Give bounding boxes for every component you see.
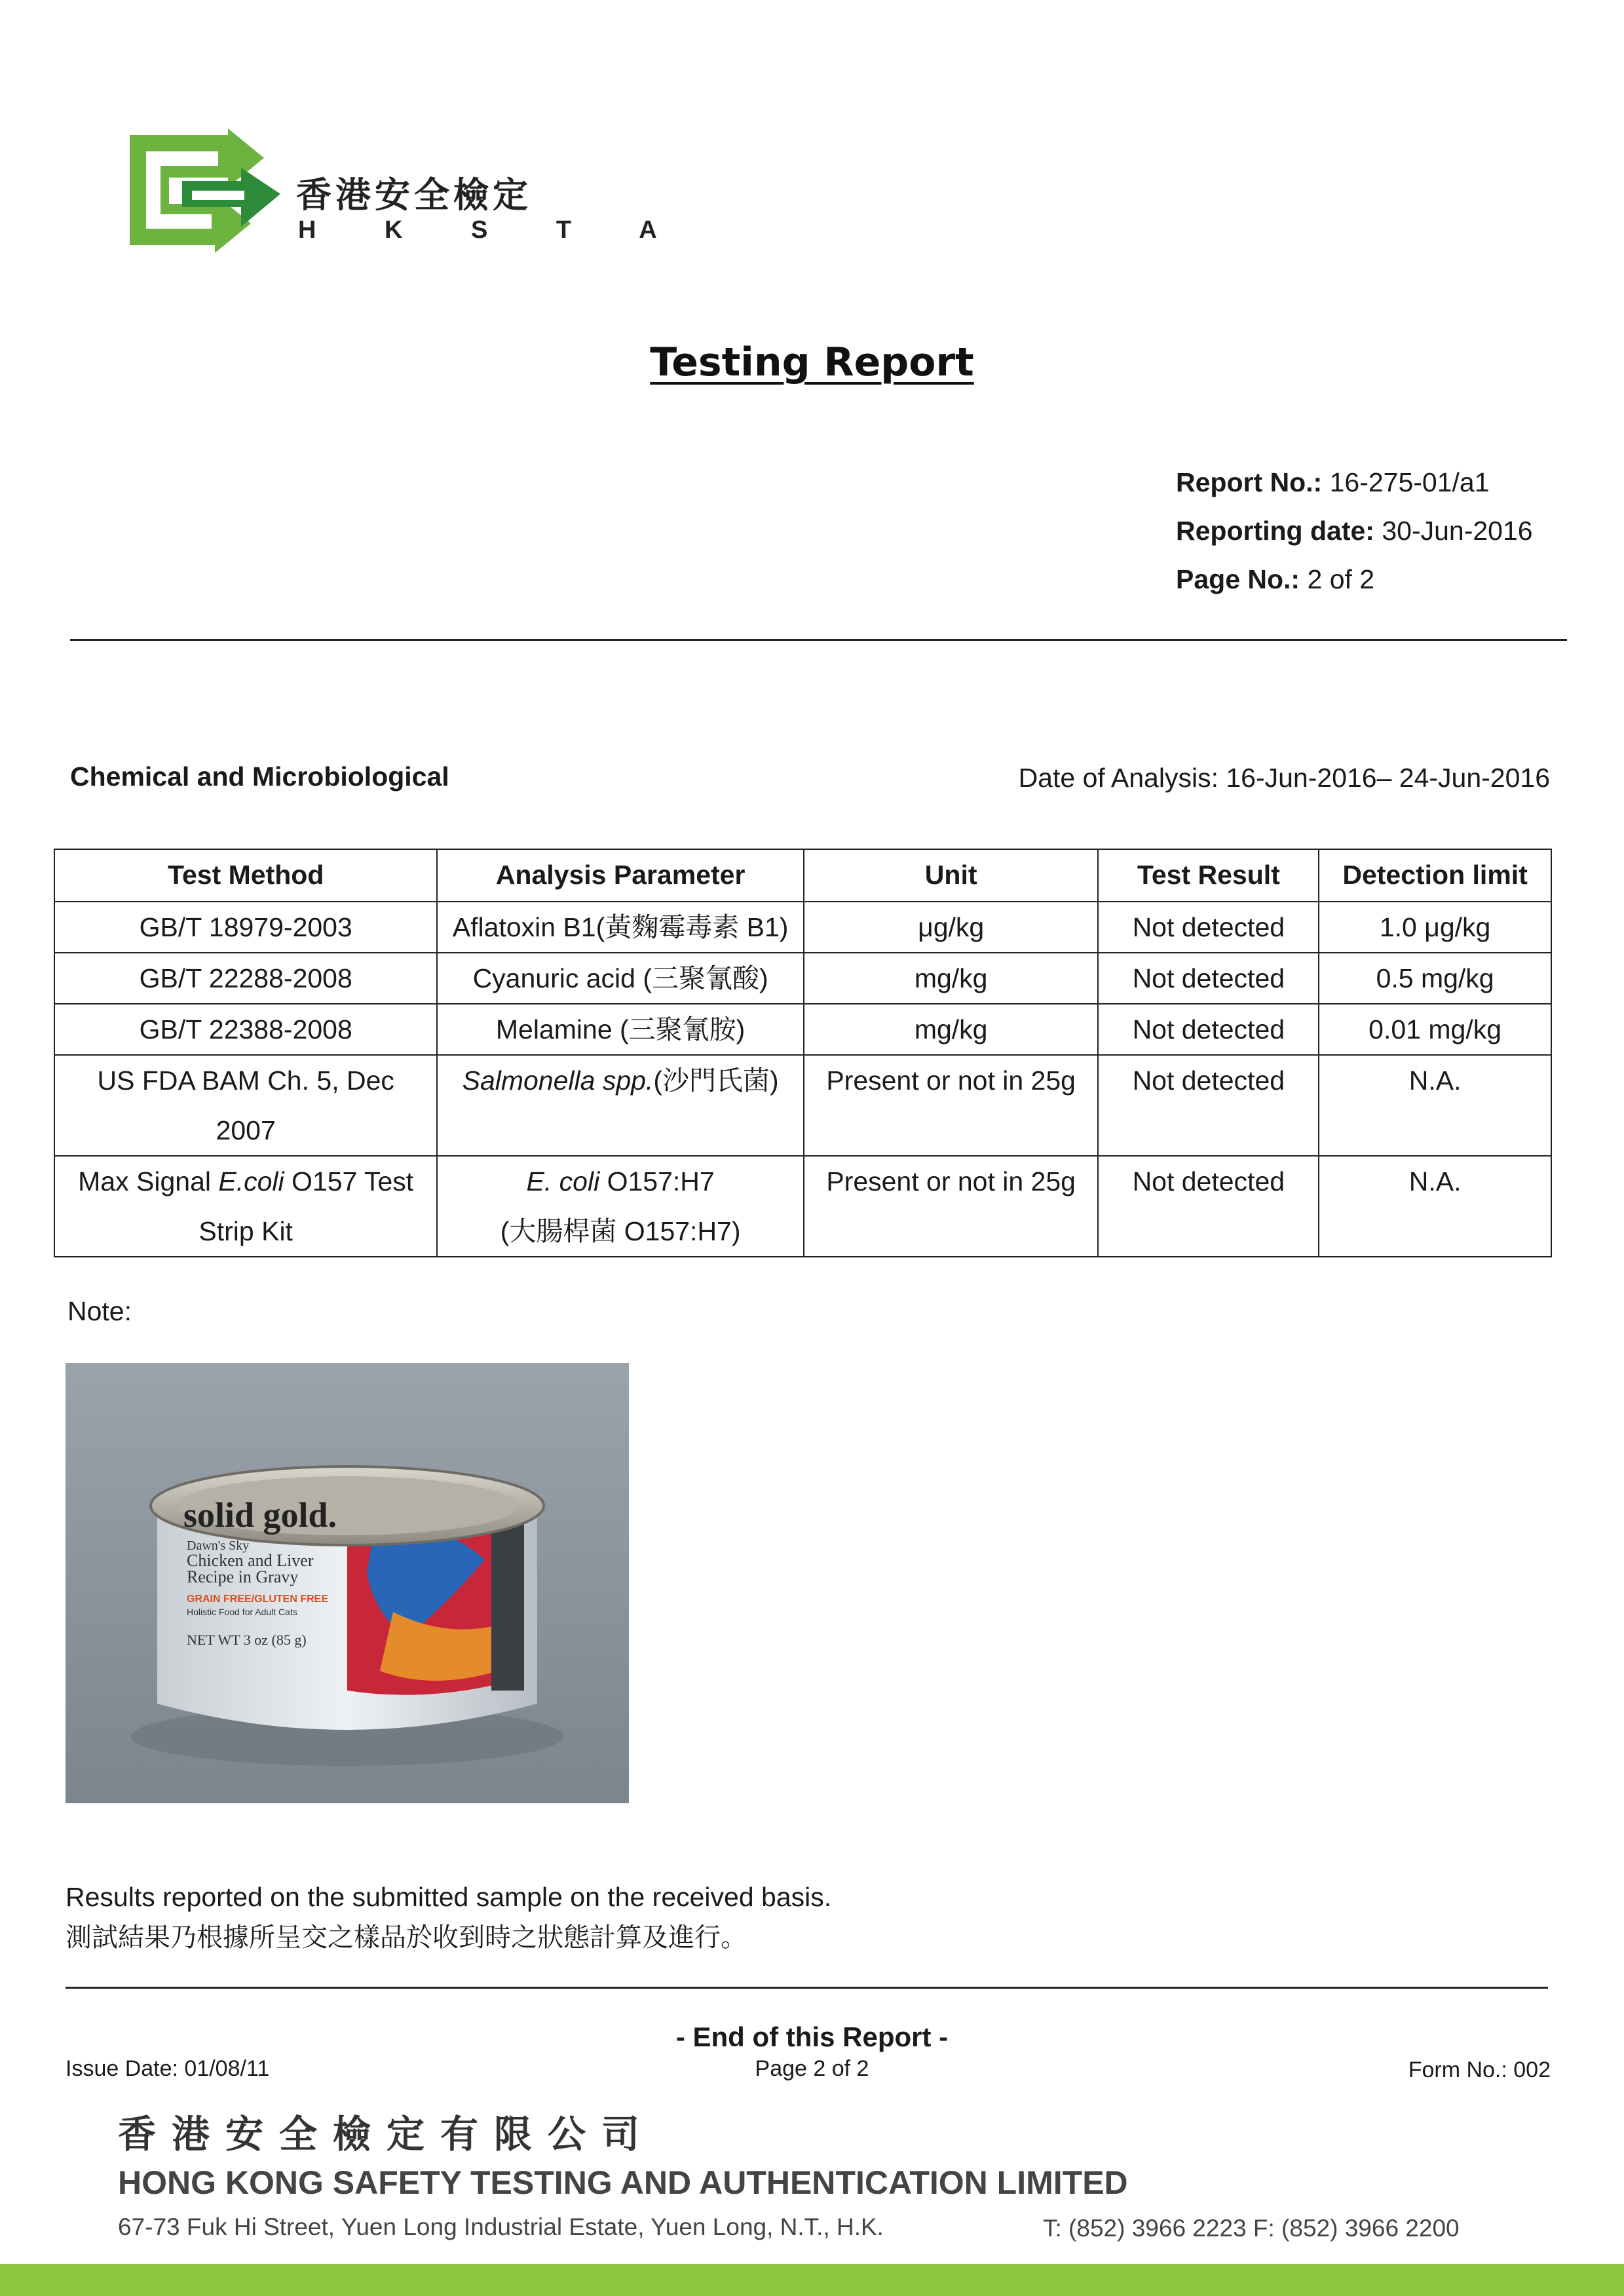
photo-claim: GRAIN FREE/GLUTEN FREE (187, 1594, 329, 1605)
cell-result: Not detected (1098, 1156, 1319, 1257)
cell-parameter: Salmonella spp.(沙門氏菌) (437, 1055, 804, 1156)
cell-method: Max Signal E.coli O157 Test Strip Kit (54, 1156, 437, 1257)
footer-page-number: Page 2 of 2 (755, 2056, 869, 2081)
header-test-result: Test Result (1098, 849, 1319, 902)
photo-net-weight: NET WT 3 oz (85 g) (187, 1632, 307, 1648)
header-unit: Unit (804, 849, 1099, 902)
table-row (54, 953, 1551, 1004)
company-address: 67-73 Fuk Hi Street, Yuen Long Industrial Estate, Yuen Long, N.T., H.K. (118, 2213, 884, 2240)
cell-method: GB/T 22288-2008 (54, 953, 437, 1004)
cell-unit: mg/kg (804, 953, 1099, 1004)
note-label: Note: (67, 1296, 132, 1326)
cell-unit: Present or not in 25g (804, 1055, 1099, 1156)
cell-parameter: Melamine (三聚氰胺) (437, 1004, 804, 1055)
table-row (54, 1055, 1551, 1156)
photo-brand-text: solid gold. (183, 1495, 337, 1535)
cell-limit: 0.5 mg/kg (1319, 953, 1551, 1004)
cell-parameter: Aflatoxin B1(黃麴霉毒素 B1) (437, 902, 804, 953)
cell-method: US FDA BAM Ch. 5, Dec 2007 (54, 1055, 437, 1156)
results-basis-note-cn: 測試結果乃根據所呈交之樣品於收到時之狀態計算及進行。 (66, 1923, 747, 1953)
cell-result: Not detected (1098, 953, 1319, 1004)
cell-parameter: E. coli O157:H7 (大腸桿菌 O157:H7) (437, 1156, 804, 1257)
section-title: Chemical and Microbiological (70, 761, 449, 792)
photo-product-line: Chicken and Liver (187, 1551, 314, 1570)
date-of-analysis: Date of Analysis: 16-Jun-2016– 24-Jun-2016 (1018, 763, 1550, 793)
cell-parameter: Cyanuric acid (三聚氰酸) (437, 953, 804, 1004)
end-of-report: - End of this Report - (675, 2021, 949, 2052)
cell-limit: N.A. (1319, 1156, 1551, 1257)
report-number: Report No.: 16-275-01/a1 (1176, 467, 1490, 497)
table-row (54, 902, 1551, 953)
page-number: Page No.: 2 of 2 (1176, 564, 1375, 594)
footer-green-bar (0, 2264, 1624, 2296)
cell-result: Not detected (1098, 902, 1319, 953)
header-analysis-parameter: Analysis Parameter (437, 849, 804, 902)
results-table (54, 849, 1552, 1257)
cell-unit: Present or not in 25g (804, 1156, 1099, 1257)
company-name-cn: 香港安全檢定有限公司 (118, 2112, 656, 2156)
logo-english-acronym: H K S T A (298, 216, 688, 244)
header-test-method: Test Method (54, 849, 437, 902)
cell-limit: 1.0 μg/kg (1319, 902, 1551, 953)
form-number: Form No.: 002 (1408, 2057, 1551, 2082)
logo-chinese-name: 香港安全檢定 (296, 174, 532, 216)
table-row (54, 1004, 1551, 1055)
header-divider (70, 639, 1567, 641)
cell-limit: N.A. (1319, 1055, 1551, 1156)
company-name-en: HONG KONG SAFETY TESTING AND AUTHENTICATION LIMITED (118, 2164, 1128, 2201)
sample-product-photo (66, 1363, 629, 1803)
cell-limit: 0.01 mg/kg (1319, 1004, 1551, 1055)
issue-date: Issue Date: 01/08/11 (66, 2056, 270, 2081)
cell-unit: mg/kg (804, 1004, 1099, 1055)
table-header-row (54, 849, 1551, 902)
cell-result: Not detected (1098, 1055, 1319, 1156)
company-phone-fax: T: (852) 3966 2223 F: (852) 3966 2200 (1043, 2215, 1460, 2242)
report-title: Testing Report (650, 339, 974, 385)
photo-product-line: Recipe in Gravy (187, 1567, 299, 1586)
results-basis-note-en: Results reported on the submitted sample on the received basis. (66, 1882, 832, 1912)
table-row (54, 1156, 1551, 1257)
hksta-logo-mark (130, 128, 280, 253)
cell-unit: μg/kg (804, 902, 1099, 953)
photo-product-line: Dawn's Sky (187, 1539, 250, 1553)
header-detection-limit: Detection limit (1319, 849, 1551, 902)
footer-divider (66, 1987, 1548, 1989)
cell-result: Not detected (1098, 1004, 1319, 1055)
cell-method: GB/T 18979-2003 (54, 902, 437, 953)
photo-sub-claim: Holistic Food for Adult Cats (187, 1607, 297, 1617)
cell-method: GB/T 22388-2008 (54, 1004, 437, 1055)
reporting-date: Reporting date: 30-Jun-2016 (1176, 516, 1533, 546)
